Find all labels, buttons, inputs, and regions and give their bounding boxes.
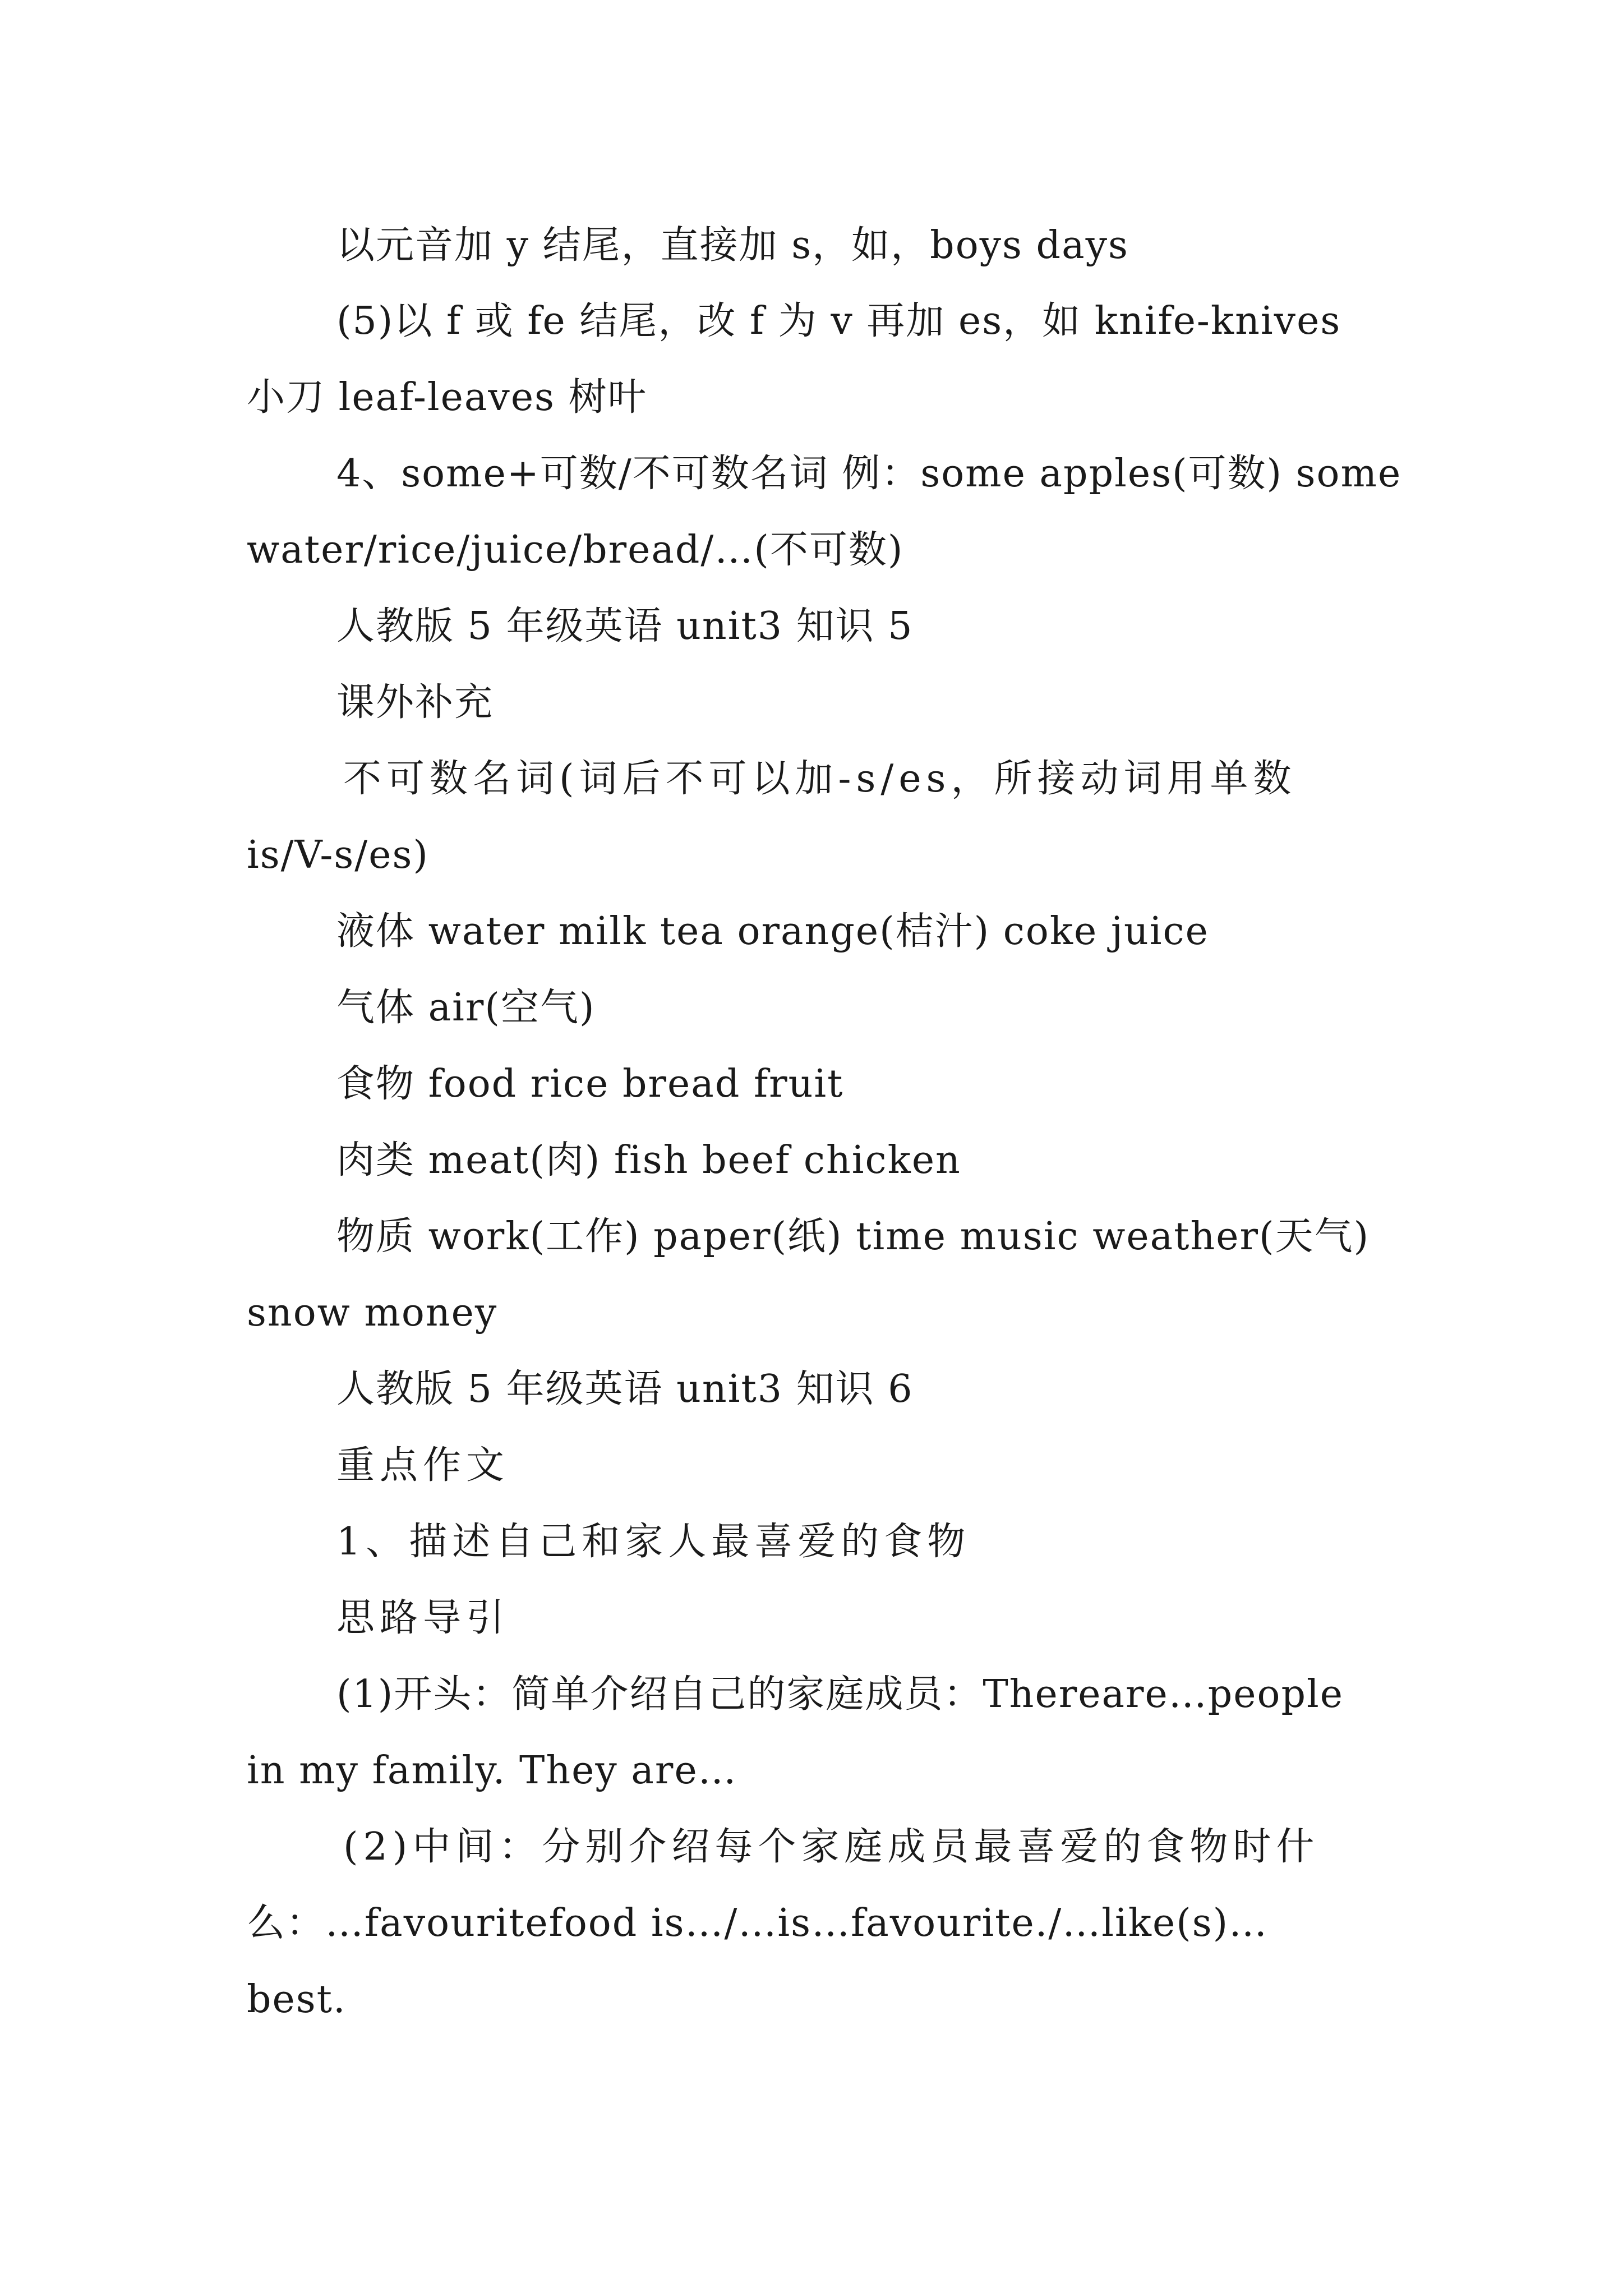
text-line-middle-cont: 么：…favouritefood is…/…is…favourite./…like(s)…: [247, 1901, 1269, 1945]
text-line-rule-5: (5)以 f 或 fe 结尾，改 f 为 v 再加 es，如 knife-knives: [336, 299, 1341, 343]
text-line-vowel-y-rule: 以元音加 y 结尾，直接加 s，如，boys days: [336, 223, 1129, 268]
text-line-opening-cont: in my family. They are…: [247, 1749, 737, 1793]
text-line-substances: 物质 work(工作) paper(纸) time music weather(天气): [336, 1214, 1370, 1259]
text-line-meat: 肉类 meat(肉) fish beef chicken: [336, 1138, 961, 1182]
text-line-middle: (2)中间：分别介绍每个家庭成员最喜爱的食物时什: [343, 1825, 1320, 1869]
subheading-key-composition: 重点作文: [336, 1443, 510, 1488]
section-heading-knowledge-5: 人教版 5 年级英语 unit3 知识 5: [336, 604, 914, 648]
section-heading-knowledge-6: 人教版 5 年级英语 unit3 知识 6: [336, 1367, 914, 1411]
text-line-composition-topic: 1、描述自己和家人最喜爱的食物: [336, 1520, 971, 1564]
subheading-guide: 思路导引: [336, 1596, 510, 1640]
text-line-substances-cont: snow money: [247, 1291, 498, 1335]
text-line-food: 食物 food rice bread fruit: [336, 1062, 844, 1106]
text-line-uncountable-definition: 不可数名词(词后不可以加-s/es，所接动词用单数: [343, 757, 1297, 801]
text-line-some-rule: 4、some+可数/不可数名词 例：some apples(可数) some: [336, 452, 1402, 496]
text-line-liquids: 液体 water milk tea orange(桔汁) coke juice: [336, 909, 1209, 954]
text-line-some-examples: water/rice/juice/bread/…(不可数): [247, 528, 904, 572]
subheading-supplement: 课外补充: [336, 680, 494, 725]
text-line-opening: (1)开头：简单介绍自己的家庭成员：Thereare…people: [336, 1672, 1344, 1717]
text-line-rule-5-examples: 小刀 leaf-leaves 树叶: [247, 375, 647, 420]
text-line-gases: 气体 air(空气): [336, 986, 596, 1030]
text-line-middle-end: best.: [247, 1977, 347, 2022]
text-line-uncountable-verb: is/V-s/es): [247, 833, 429, 877]
